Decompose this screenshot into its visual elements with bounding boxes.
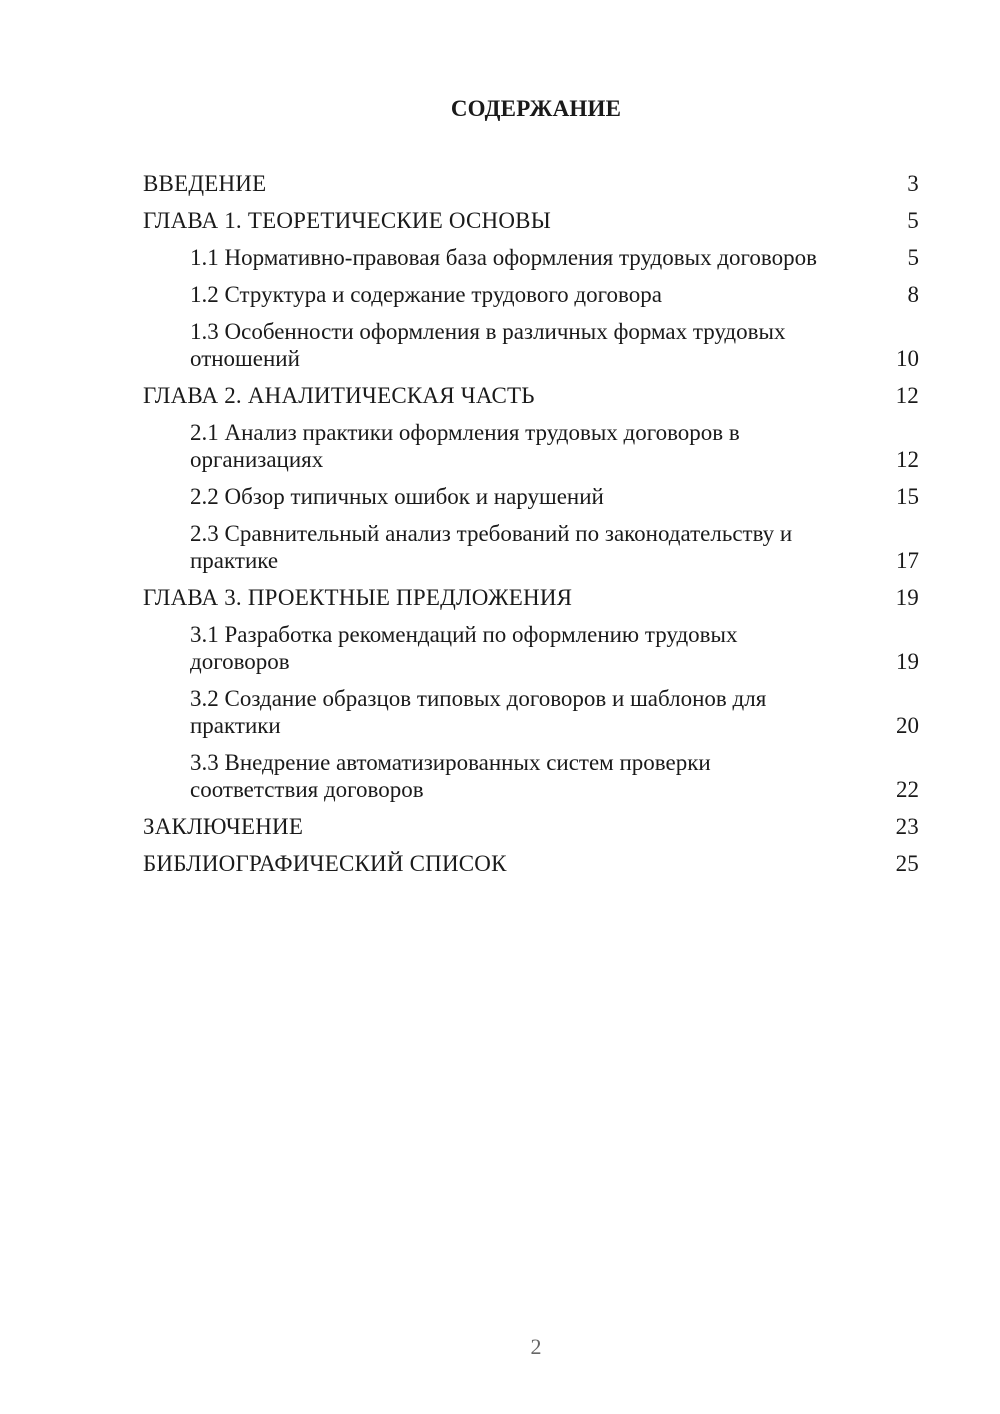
toc-entry-page: 17 — [896, 548, 919, 573]
toc-entry[interactable] — [143, 382, 919, 409]
toc-title: СОДЕРЖАНИЕ — [450, 96, 622, 121]
toc-subentry[interactable] — [143, 244, 919, 271]
toc-entry-text: ГЛАВА 3. ПРОЕКТНЫЕ ПРЕДЛОЖЕНИЯ — [143, 585, 573, 610]
page-number: 2 — [530, 1334, 542, 1359]
toc-entry-page: 8 — [907, 282, 919, 307]
toc-entry-page: 25 — [895, 851, 919, 876]
toc-subentry[interactable] — [143, 621, 919, 675]
toc-entry-page: 23 — [895, 814, 919, 839]
toc-entry-text: 2.1 Анализ практики оформления трудовых договоров в организациях — [190, 420, 740, 472]
toc-entry-text: 3.1 Разработка рекомендаций по оформлению трудовых договоров — [190, 622, 738, 674]
toc-entry-text: 2.3 Сравнительный анализ требований по законодательству и практике — [190, 521, 793, 573]
toc-entry-text: БИБЛИОГРАФИЧЕСКИЙ СПИСОК — [143, 851, 507, 876]
toc-entry-text: 3.2 Создание образцов типовых договоров и шаблонов для практики — [190, 686, 767, 738]
toc-entry[interactable] — [143, 207, 919, 234]
toc-entry-text: ВВЕДЕНИЕ — [143, 171, 267, 196]
toc-subentry[interactable] — [143, 520, 919, 574]
toc-subentry[interactable] — [143, 419, 919, 473]
toc-entry-text: 3.3 Внедрение автоматизированных систем проверки соответствия договоров — [190, 750, 711, 802]
toc-entry-page: 5 — [907, 208, 919, 233]
toc-entry-text: 1.1 Нормативно-правовая база оформления трудовых договоров — [190, 245, 817, 270]
toc-entry-page: 12 — [896, 447, 919, 472]
table-of-contents — [143, 170, 919, 887]
toc-subentry[interactable] — [143, 483, 919, 510]
toc-subentry[interactable] — [143, 281, 919, 308]
toc-entry-page: 12 — [895, 383, 919, 408]
toc-entry-text: 1.2 Структура и содержание трудового договора — [190, 282, 662, 307]
toc-entry-text: ЗАКЛЮЧЕНИЕ — [143, 814, 304, 839]
toc-subentry[interactable] — [143, 685, 919, 739]
toc-entry[interactable] — [143, 850, 919, 877]
toc-entry[interactable] — [143, 584, 919, 611]
toc-entry[interactable] — [143, 170, 919, 197]
toc-entry-page: 22 — [896, 777, 919, 802]
toc-subentry[interactable] — [143, 318, 919, 372]
toc-entry-page: 20 — [896, 713, 919, 738]
toc-subentry[interactable] — [143, 749, 919, 803]
toc-entry-text: ГЛАВА 2. АНАЛИТИЧЕСКАЯ ЧАСТЬ — [143, 383, 535, 408]
toc-entry-page: 10 — [896, 346, 919, 371]
toc-entry-text: 1.3 Особенности оформления в различных формах трудовых отношений — [190, 319, 786, 371]
toc-entry-page: 19 — [896, 649, 919, 674]
toc-entry-text: 2.2 Обзор типичных ошибок и нарушений — [190, 484, 604, 509]
toc-entry-page: 19 — [895, 585, 919, 610]
toc-entry[interactable] — [143, 813, 919, 840]
toc-entry-page: 15 — [896, 484, 919, 509]
toc-entry-text: ГЛАВА 1. ТЕОРЕТИЧЕСКИЕ ОСНОВЫ — [143, 208, 551, 233]
toc-entry-page: 5 — [907, 245, 919, 270]
toc-entry-page: 3 — [907, 171, 919, 196]
